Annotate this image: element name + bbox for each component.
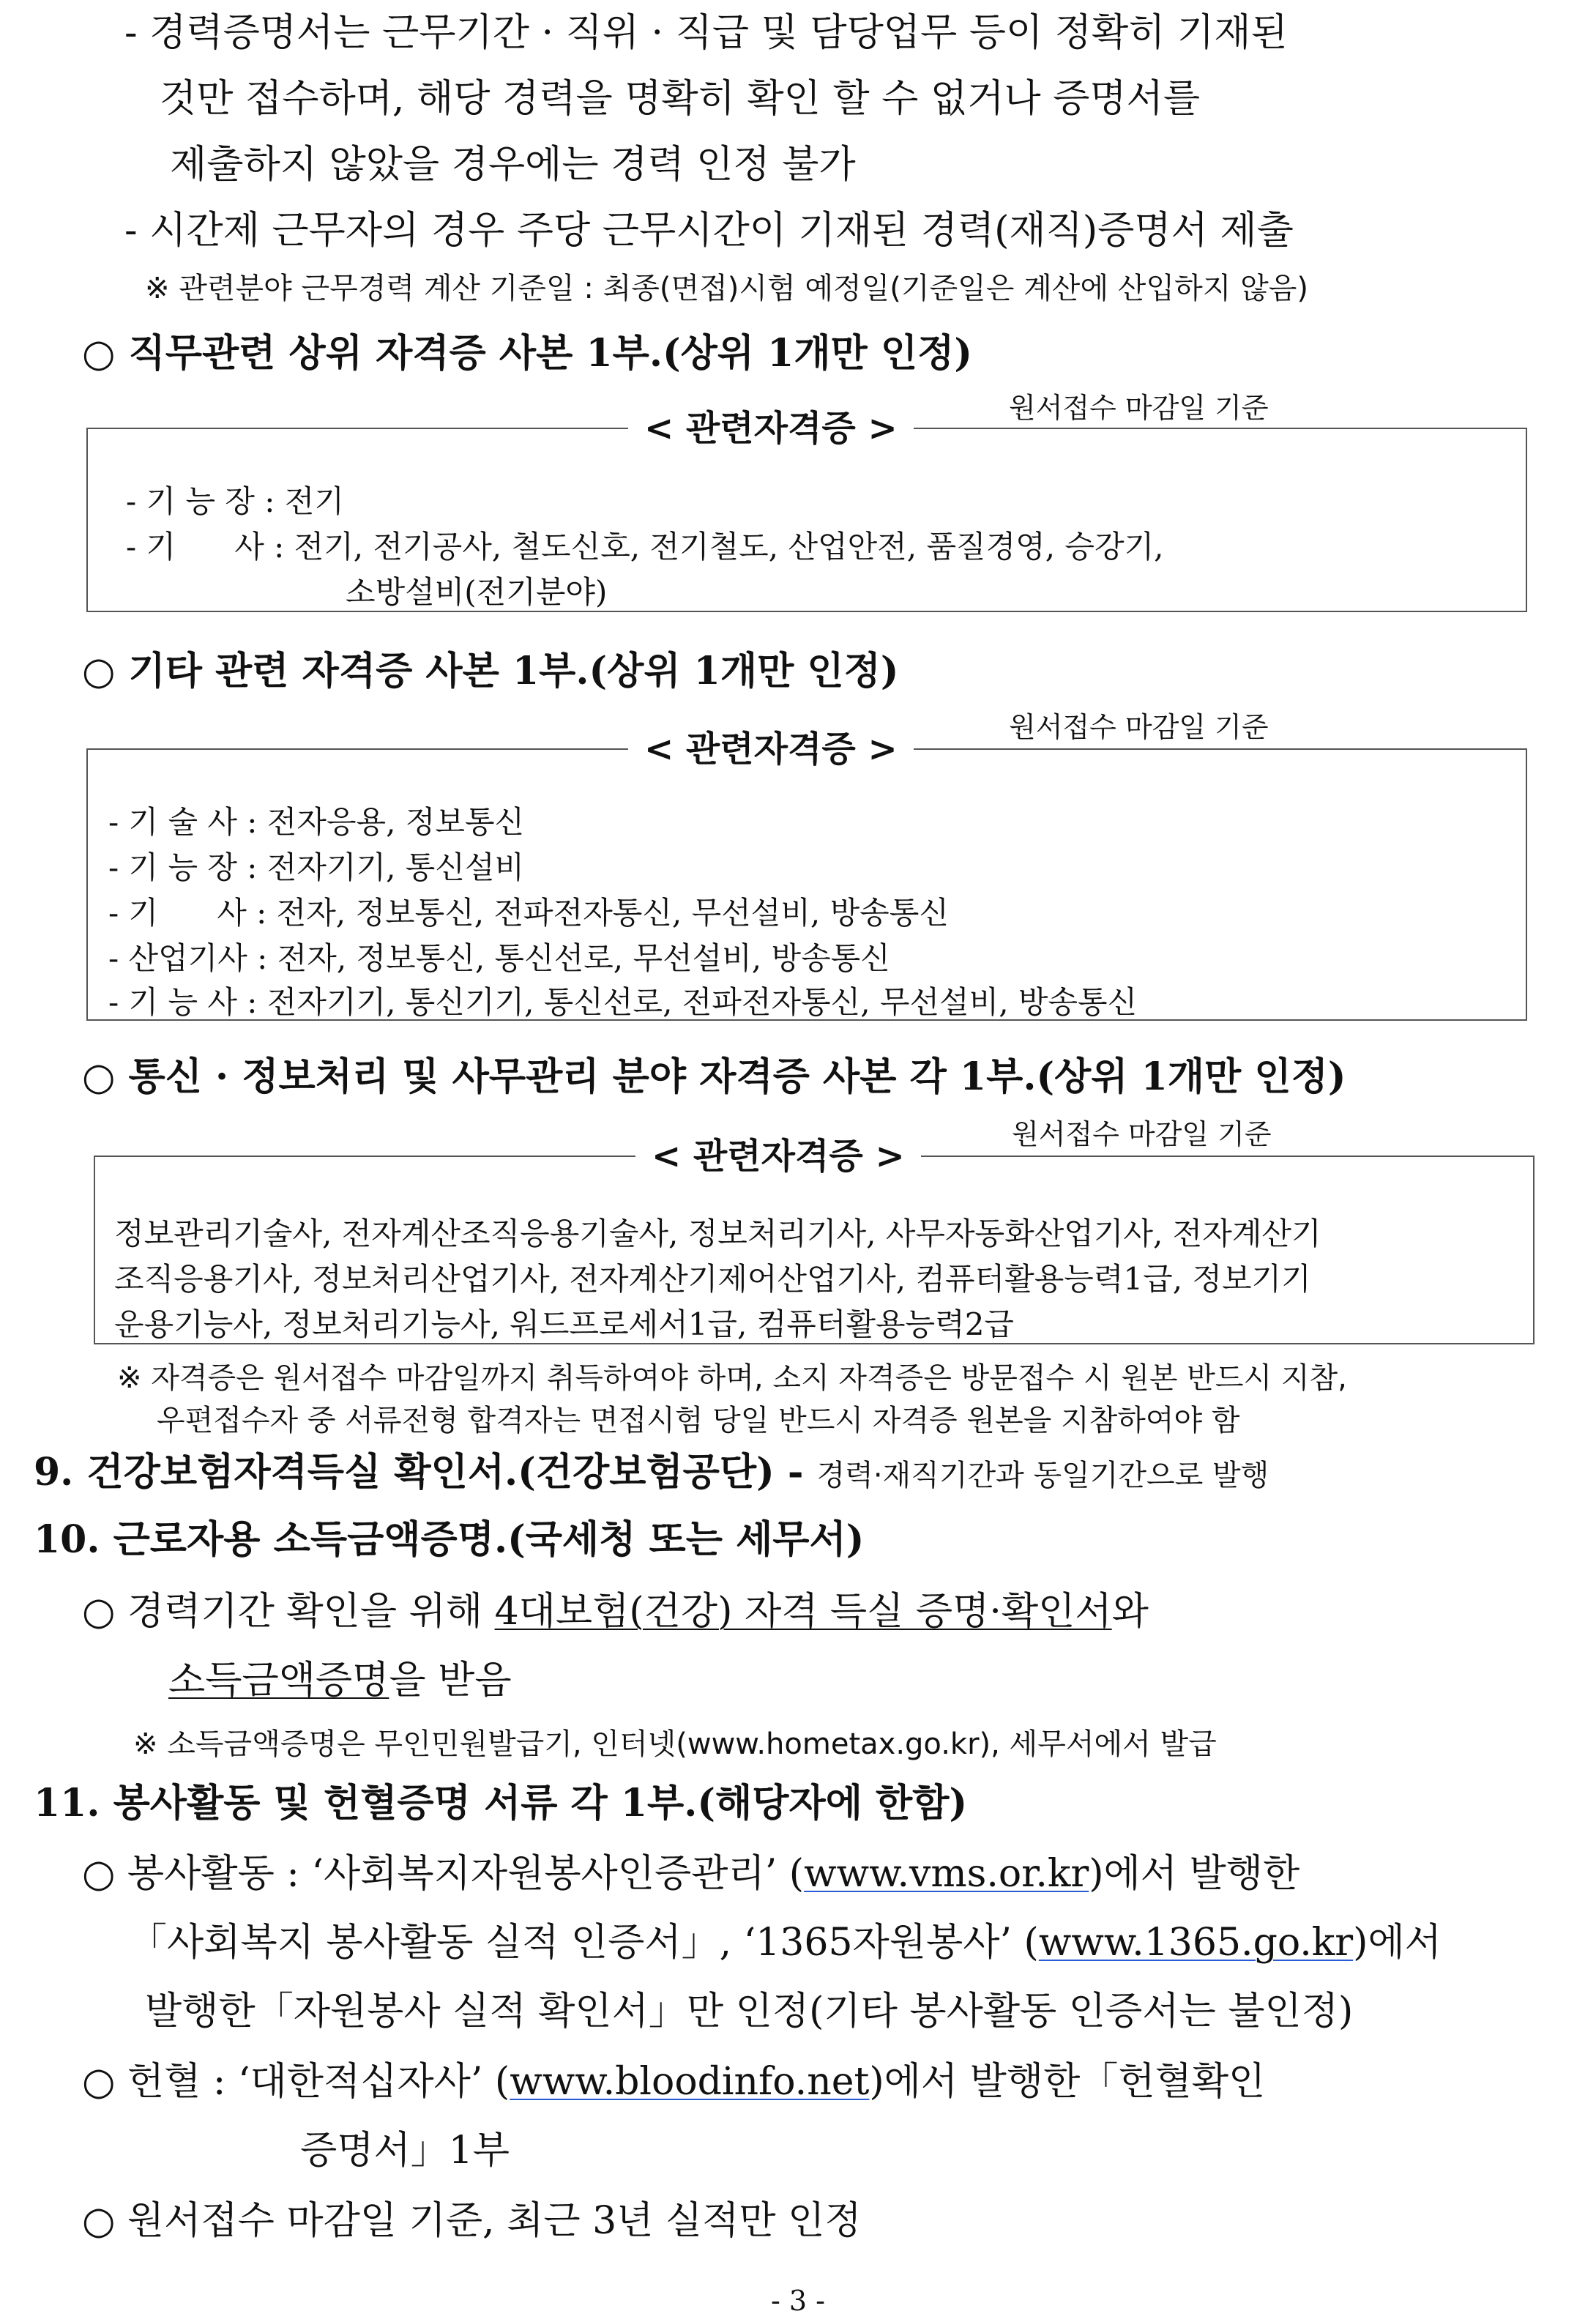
item10-bullet-line-1	[82, 1580, 1149, 1635]
sec3-row-1: 정보관리기술사, 전자계산조직응용기술사, 정보처리기사, 사무자동화산업기사, 전자계산기	[114, 1216, 1321, 1251]
sec2-qualification-box	[86, 729, 1527, 1021]
sec2-row-3: - 기 사 : 전자, 정보통신, 전파전자통신, 무선설비, 방송통신	[108, 895, 949, 931]
sec1-row-3: 소방설비(전기분야)	[346, 574, 608, 610]
sec2-row-4: - 산업기사 : 전자, 정보통신, 통신선로, 무선설비, 방송통신	[108, 940, 890, 976]
sec2-box-caption: < 관련자격증 >	[628, 721, 914, 771]
sec3-note-2: 우편접수자 중 서류전형 합격자는 면접시험 당일 반드시 자격증 원본을 지참하여야 함	[157, 1404, 1240, 1437]
career-line-3: 제출하지 않았을 경우에는 경력 인정 불가	[170, 143, 856, 187]
item11-heading: 11. 봉사활동 및 헌혈증명 서류 각 1부.(해당자에 한함)	[34, 1781, 968, 1826]
sec3-qualification-box	[94, 1136, 1535, 1344]
item10-income-underlined: 소득금액증명	[168, 1659, 389, 1703]
sec3-row-2: 조직응용기사, 정보처리산업기사, 전자계산기제어산업기사, 컴퓨터활용능력1급, 정보기기	[114, 1261, 1311, 1297]
item10-bullet-line-2-suffix: 을 받음	[389, 1659, 512, 1703]
item11-volunteer-suffix: )에서 발행한	[1089, 1852, 1300, 1896]
page-number: - 3 -	[770, 2285, 825, 2317]
item10-bullet-prefix: ○ 경력기간 확인을 위해	[82, 1590, 495, 1634]
item11-volunteer-line-2	[129, 1911, 1442, 1966]
sec3-heading: ○ 통신 · 정보처리 및 사무관리 분야 자격증 사본 각 1부.(상위 1개만 인정)	[82, 1054, 1346, 1099]
1365-link[interactable]: www.1365.go.kr	[1038, 1921, 1354, 1965]
sec1-box-caption: < 관련자격증 >	[628, 400, 914, 450]
sec1-side-note: 원서접수 마감일 기준	[1009, 392, 1269, 424]
item11-volunteer-2-suffix: )에서	[1353, 1921, 1442, 1965]
item11-volunteer-line-3: 발행한「자원봉사 실적 확인서」만 인정(기타 봉사활동 인증서는 불인정)	[145, 1990, 1354, 2033]
sec2-row-5: - 기 능 사 : 전자기기, 통신기기, 통신선로, 전파전자통신, 무선설비, 방송통신	[108, 984, 1138, 1020]
sec2-heading: ○ 기타 관련 자격증 사본 1부.(상위 1개만 인정)	[82, 649, 899, 693]
item10-bullet-suffix: 와	[1111, 1590, 1149, 1634]
item11-volunteer-2-prefix: 「사회복지 봉사활동 실적 인증서」, ‘1365자원봉사’ (	[129, 1921, 1039, 1965]
item11-blood-line-1	[82, 2050, 1265, 2105]
item11-blood-line-2: 증명서」1부	[300, 2129, 510, 2173]
sec3-box-caption: < 관련자격증 >	[635, 1128, 921, 1178]
item10-insurance-underlined: 4대보험(건강) 자격 득실 증명·확인서	[494, 1590, 1112, 1634]
career-note: ※ 관련분야 근무경력 계산 기준일 : 최종(면접)시험 예정일(기준일은 계산에 산입하지 않음)	[145, 272, 1308, 305]
item11-volunteer-prefix: ○ 봉사활동 : ‘사회복지자원봉사인증관리’ (	[82, 1852, 805, 1896]
item10-heading: 10. 근로자용 소득금액증명.(국세청 또는 세무서)	[34, 1517, 865, 1562]
career-line-4: - 시간제 근무자의 경우 주당 근무시간이 기재된 경력(재직)증명서 제출	[124, 209, 1294, 253]
item9-title: 9. 건강보험자격득실 확인서.(건강보험공단) -	[34, 1450, 804, 1495]
bloodinfo-link[interactable]: www.bloodinfo.net	[510, 2060, 870, 2104]
item11-last-line: ○ 원서접수 마감일 기준, 최근 3년 실적만 인정	[82, 2199, 862, 2243]
sec1-row-1: - 기 능 장 : 전기	[126, 483, 344, 519]
item9-tail: 경력·재직기간과 동일기간으로 발행	[816, 1459, 1269, 1492]
career-line-1: - 경력증명서는 근무기간 · 직위 · 직급 및 담당업무 등이 정확히 기재된	[124, 11, 1288, 55]
sec3-note-1: ※ 자격증은 원서접수 마감일까지 취득하여야 하며, 소지 자격증은 방문접수 시 원본 반드시 지참,	[117, 1361, 1347, 1395]
career-line-2: 것만 접수하며, 해당 경력을 명확히 확인 할 수 없거나 증명서를	[160, 77, 1201, 121]
sec3-side-note: 원서접수 마감일 기준	[1012, 1118, 1272, 1150]
item11-blood-prefix: ○ 헌혈 : ‘대한적십자사’ (	[82, 2060, 510, 2104]
sec2-side-note: 원서접수 마감일 기준	[1009, 711, 1269, 743]
item9-heading	[34, 1441, 1269, 1496]
sec1-heading: ○ 직무관련 상위 자격증 사본 1부.(상위 1개만 인정)	[82, 331, 972, 376]
vms-link[interactable]: www.vms.or.kr	[804, 1852, 1089, 1896]
sec1-row-2: - 기 사 : 전기, 전기공사, 철도신호, 전기철도, 산업안전, 품질경영, 승강기,	[126, 529, 1164, 565]
item10-note: ※ 소득금액증명은 무인민원발급기, 인터넷(www.hometax.go.kr), 세무서에서 발급	[133, 1727, 1217, 1761]
sec2-row-1: - 기 술 사 : 전자응용, 정보통신	[108, 804, 525, 840]
item11-blood-suffix: )에서 발행한「헌혈확인	[869, 2060, 1266, 2104]
sec3-row-3: 운용기능사, 정보처리기능사, 워드프로세서1급, 컴퓨터활용능력2급	[114, 1306, 1014, 1342]
sec2-row-2: - 기 능 장 : 전자기기, 통신설비	[108, 849, 525, 885]
item10-bullet-line-2	[168, 1649, 512, 1704]
item11-volunteer-line-1	[82, 1842, 1299, 1897]
